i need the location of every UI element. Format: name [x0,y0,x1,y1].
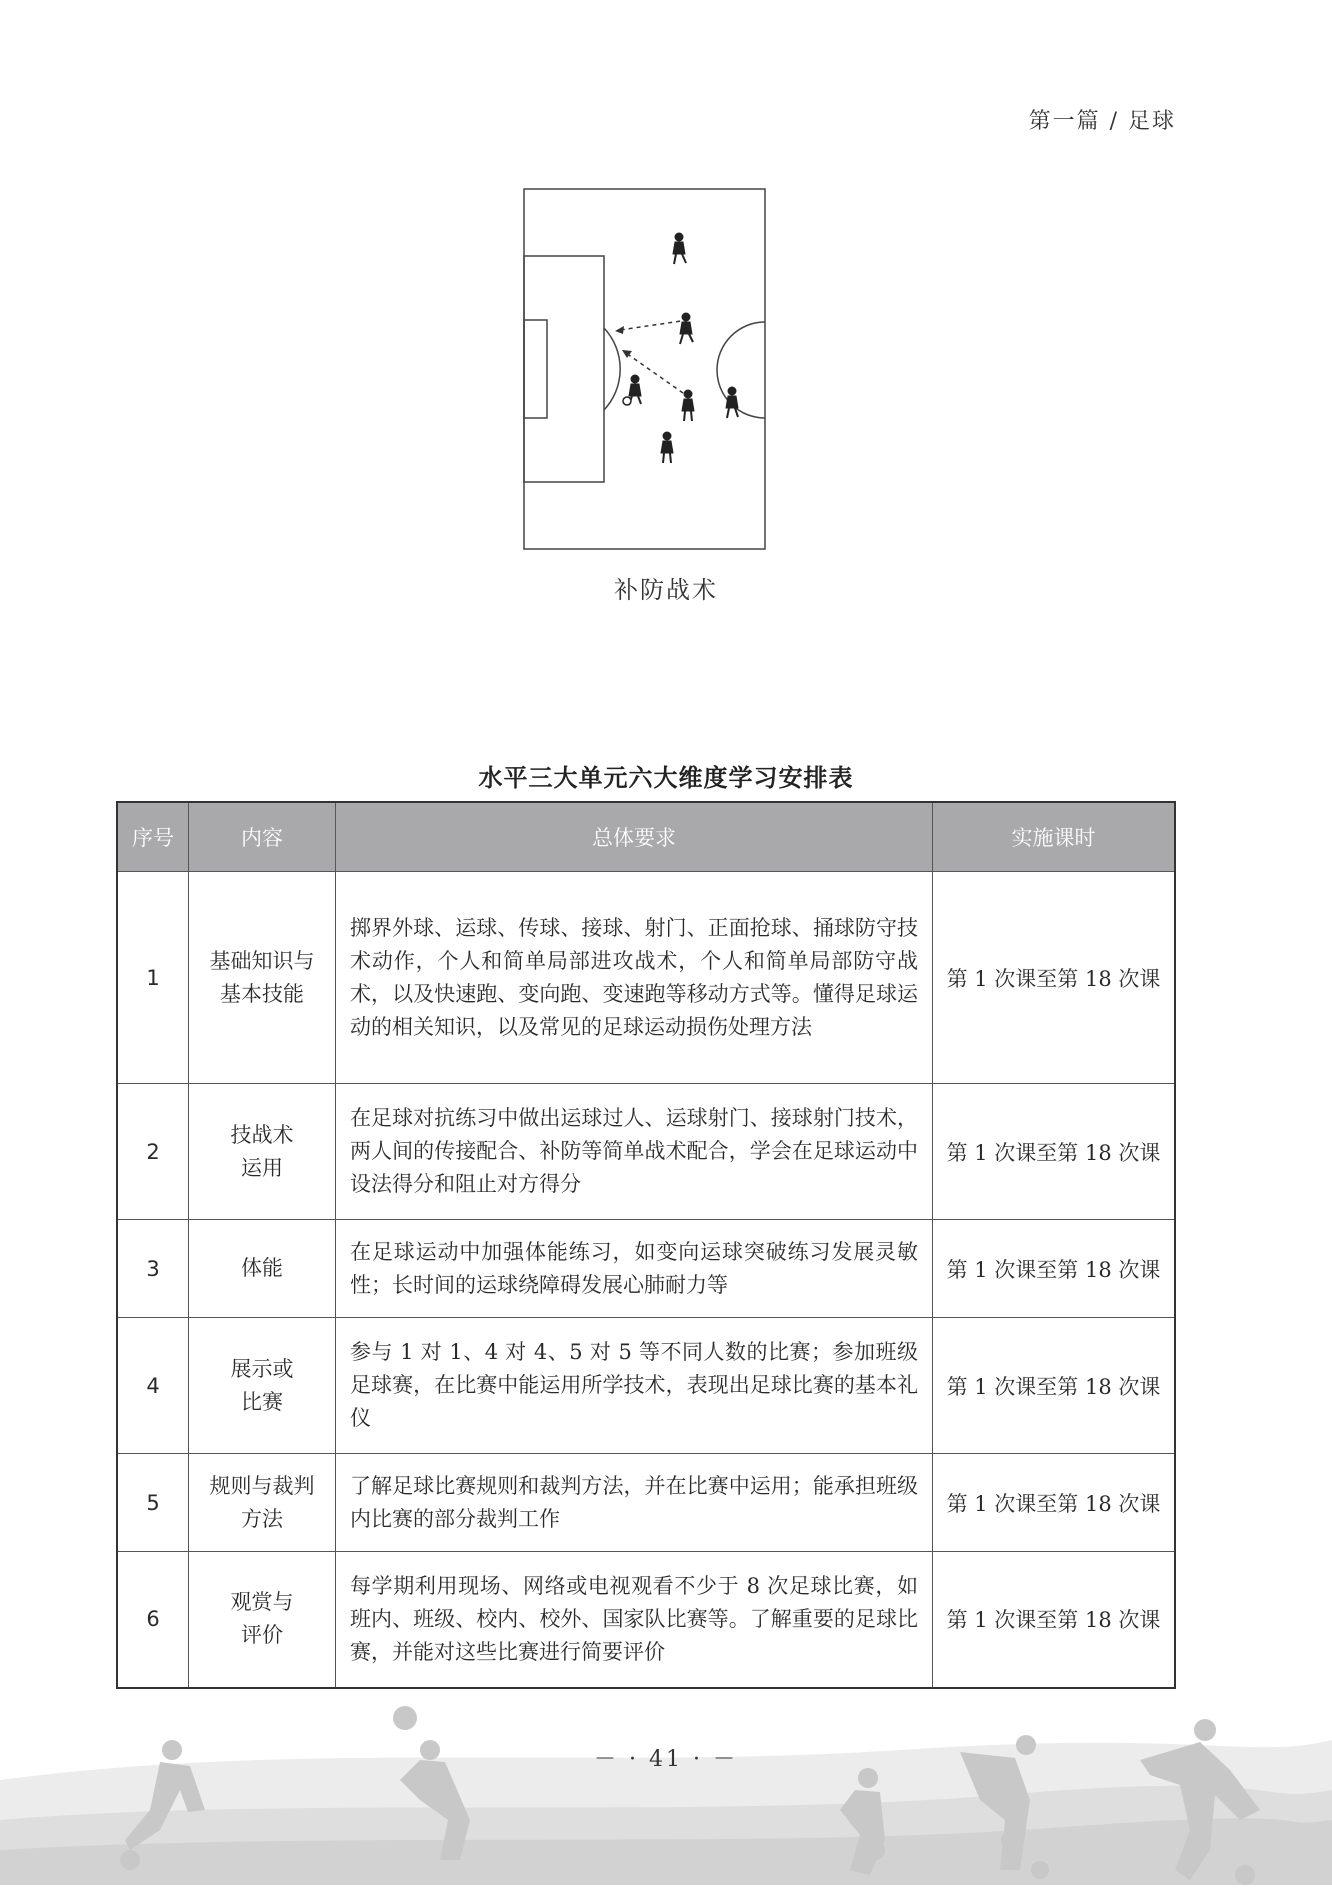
row-content [189,1552,336,1688]
row-requirement: 在足球运动中加强体能练习，如变向运球突破练习发展灵敏性；长时间的运球绕障碍发展心肺耐力等 [336,1220,933,1318]
header-cell: 序号 [117,802,189,872]
row-requirement: 掷界外球、运球、传球、接球、射门、正面抢球、捅球防守技术动作，个人和简单局部进攻战术，个人和简单局部防守战术，以及快速跑、变向跑、变速跑等移动方式等。懂得足球运动的相关知识，以及常见的足球运动损伤处理方法 [336,872,933,1084]
table-row [117,1552,1175,1688]
row-number: 3 [117,1220,189,1318]
row-time: 第 1 次课至第 18 次课 [933,872,1176,1084]
row-time: 第 1 次课至第 18 次课 [933,1454,1176,1552]
content-text: 展示或比赛 [230,1356,294,1414]
ball [623,397,631,405]
table-row [117,1220,1175,1318]
section-title: 三、水平三大单元六大维度学习安排 [177,660,722,698]
row-time: 第 1 次课至第 18 次课 [933,1318,1176,1454]
page-number: － · 41 · － [594,1747,738,1772]
figure-caption: 补防战术 [614,576,718,604]
footer-decoration [0,1700,1332,1885]
content-text: 观赏与评价 [230,1590,294,1648]
row-number: 2 [117,1084,189,1220]
table-row [117,872,1175,1084]
row-number: 1 [117,872,189,1084]
footer-silhouettes [0,1700,1332,1885]
pitch-drawing [523,188,766,550]
row-time: 第 1 次课至第 18 次课 [933,1084,1176,1220]
row-time: 第 1 次课至第 18 次课 [933,1220,1176,1318]
table-row [117,1084,1175,1220]
row-content: 体能 [189,1220,336,1318]
header-cell: 实施课时 [933,802,1176,872]
content-text: 基础知识与基本技能 [209,948,315,1006]
header-cell: 总体要求 [336,802,933,872]
row-requirement: 在足球对抗练习中做出运球过人、运球射门、接球射门技术，两人间的传接配合、补防等简单战术配合，学会在足球运动中设法得分和阻止对方得分 [336,1084,933,1220]
row-number: 4 [117,1318,189,1454]
row-requirement: 了解足球比赛规则和裁判方法，并在比赛中运用；能承担班级内比赛的部分裁判工作 [336,1454,933,1552]
row-requirement: 每学期利用现场、网络或电视观看不少于 8 次足球比赛，如班内、班级、校内、校外、国家队比赛等。了解重要的足球比赛，并能对这些比赛进行简要评价 [336,1552,933,1688]
running-head: 第一篇 / 足球 [1028,109,1176,134]
table-row [117,1318,1175,1454]
tactics-diagram [523,188,766,550]
section-heading [112,640,802,716]
content-text: 技战术运用 [230,1122,294,1180]
row-number: 5 [117,1454,189,1552]
row-number: 6 [117,1552,189,1688]
table-title: 水平三大单元六大维度学习安排表 [478,764,854,792]
table-header-row [117,802,1175,872]
row-content [189,1084,336,1220]
study-plan-table [116,801,1176,1689]
row-requirement: 参与 1 对 1、4 对 4、5 对 5 等不同人数的比赛；参加班级足球赛，在比赛中能运用所学技术，表现出足球比赛的基本礼仪 [336,1318,933,1454]
content-text: 规则与裁判方法 [209,1473,315,1531]
table-row [117,1454,1175,1552]
row-content [189,1454,336,1552]
row-content [189,872,336,1084]
row-time: 第 1 次课至第 18 次课 [933,1552,1176,1688]
row-content [189,1318,336,1454]
header-cell: 内容 [189,802,336,872]
